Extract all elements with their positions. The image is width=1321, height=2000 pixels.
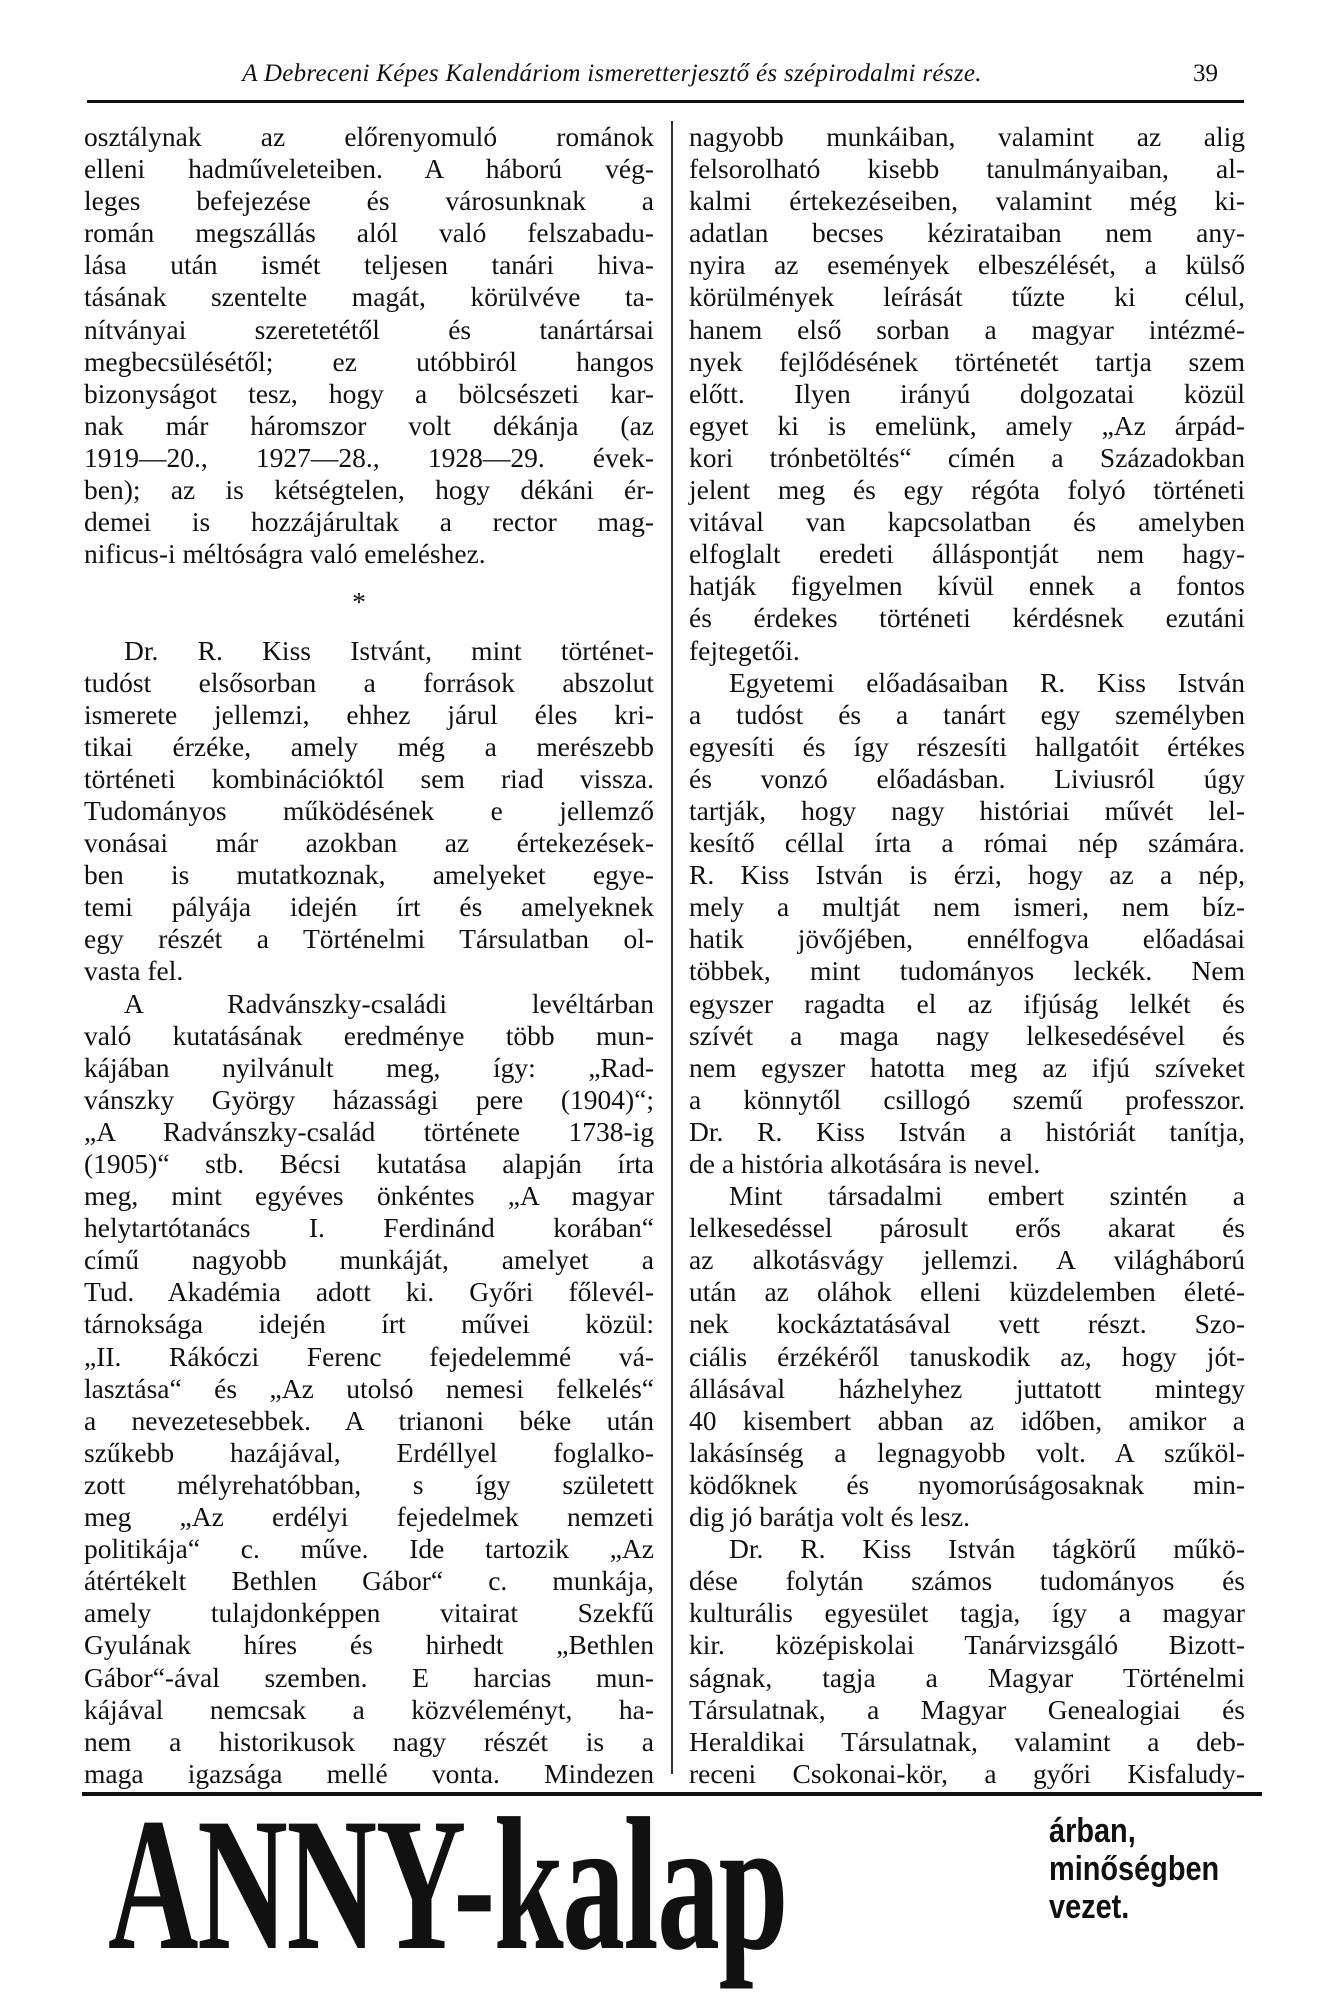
text-line: elfoglalt eredeti álláspontját nem hagy- xyxy=(689,538,1245,570)
text-line: R. Kiss István is érzi, hogy az a nép, xyxy=(689,859,1245,891)
text-line: kir. középiskolai Tanárvizsgáló Bizott- xyxy=(689,1629,1245,1661)
text-line: nem a historikusok nagy részét is a xyxy=(84,1725,654,1757)
text-line: nak már háromszor volt dékánja (az xyxy=(84,409,654,441)
text-line: román megszállás alól való felszabadu- xyxy=(84,217,654,249)
text-line: megbecsülésétől; ez utóbbiról hangos xyxy=(84,345,654,377)
text-line: és vonzó előadásban. Liviusról úgy xyxy=(689,762,1245,794)
text-line: nítványai szeretetétől és tanártársai xyxy=(84,313,654,345)
text-line: egyet ki is emelünk, amely „Az árpád- xyxy=(689,409,1245,441)
page-number: 39 xyxy=(1193,60,1218,87)
text-line: „A Radvánszky-család története 1738-ig xyxy=(84,1115,654,1147)
text-line: lakásínség a legnagyobb volt. A szűköl- xyxy=(689,1436,1245,1468)
text-line: egyszer ragadta el az ifjúság lelkét és xyxy=(689,987,1245,1019)
text-line: tudóst elsősorban a források abszolut xyxy=(84,666,654,698)
text-line: nyek fejlődésének történetét tartja szem xyxy=(689,345,1245,377)
text-line: nek kockáztatásával vett részt. Szo- xyxy=(689,1308,1245,1340)
text-line: adatlan becses kézirataiban nem any- xyxy=(689,217,1245,249)
text-line: a tudóst és a tanárt egy személyben xyxy=(689,698,1245,730)
text-line: A Radvánszky-családi levéltárban xyxy=(124,987,654,1019)
text-line: ságnak, tagja a Magyar Történelmi xyxy=(689,1661,1245,1693)
text-line: kesítő céllal írta a római nép számára. xyxy=(689,827,1245,859)
text-line: a nevezetesebbek. A trianoni béke után xyxy=(84,1404,654,1436)
text-line: ben); az is kétségtelen, hogy dékáni ér- xyxy=(84,474,654,506)
text-line: többek, mint tudományos leckék. Nem xyxy=(689,955,1245,987)
text-line: Heraldikai Társulatnak, valamint a deb- xyxy=(689,1725,1245,1757)
text-line: vánszky György házassági pere (1904)“; xyxy=(84,1083,654,1115)
text-line: vonásai már azokban az értekezések- xyxy=(84,827,654,859)
text-line: dig jó barátja volt és lesz. xyxy=(689,1501,971,1533)
text-line: állásával házhelyhez juttatott mintegy xyxy=(689,1372,1245,1404)
text-line: osztálynak az előrenyomuló románok xyxy=(84,121,654,152)
text-line: Dr. R. Kiss István a históriát tanítja, xyxy=(689,1115,1245,1147)
text-line: tásának szentelte magát, körülvéve ta- xyxy=(84,281,654,313)
text-line: jelent meg és egy régóta folyó történeti xyxy=(689,474,1245,506)
text-line: Mint társadalmi embert szintén a xyxy=(729,1180,1245,1212)
text-line: meg „Az erdélyi fejedelmek nemzeti xyxy=(84,1501,654,1533)
text-line: Gábor“-ával szemben. E harcias mun- xyxy=(84,1661,654,1693)
text-line: nagyobb munkáiban, valamint az alig xyxy=(689,121,1245,152)
text-line: Gyulának híres és hirhedt „Bethlen xyxy=(84,1629,654,1661)
text-line: fejtegetői. xyxy=(689,634,800,666)
text-line: hanem első sorban a magyar intézmé- xyxy=(689,313,1245,345)
text-line: a könnytől csillogó szemű professzor. xyxy=(689,1083,1245,1115)
text-line: mely a multját nem ismeri, nem bíz- xyxy=(689,891,1245,923)
right-column xyxy=(689,121,1245,1790)
text-line: való kutatásának eredménye több mun- xyxy=(84,1019,654,1051)
text-line: ismerete jellemzi, ehhez járul éles kri- xyxy=(84,698,654,730)
text-line: lelkesedéssel párosult erős akarat és xyxy=(689,1212,1245,1244)
text-line: amely tulajdonképpen vitairat Szekfű xyxy=(84,1597,654,1629)
text-line: vitával van kapcsolatban és amelyben xyxy=(689,506,1245,538)
text-line: bizonyságot tesz, hogy a bölcsészeti kar- xyxy=(84,377,654,409)
text-line: meg, mint egyéves önkéntes „A magyar xyxy=(84,1180,654,1212)
text-line: lása után ismét teljesen tanári hiva- xyxy=(84,249,654,281)
text-line: ben is mutatkoznak, amelyeket egye- xyxy=(84,859,654,891)
text-line: átértékelt Bethlen Gábor“ c. munkája, xyxy=(84,1565,654,1597)
text-line: temi pályája idején írt és amelyeknek xyxy=(84,891,654,923)
slogan-line: minőségben xyxy=(1049,1850,1220,1888)
header-rule xyxy=(87,100,1244,103)
text-line: Társulatnak, a Magyar Genealogiai és xyxy=(689,1693,1245,1725)
text-line: egy részét a Történelmi Társulatban ol- xyxy=(84,923,654,955)
advertisement-brand: ANNY-kalap xyxy=(108,1780,788,1990)
text-line: az alkotásvágy jellemzi. A világháború xyxy=(689,1244,1245,1276)
text-line: ködőknek és nyomorúságosaknak min- xyxy=(689,1468,1245,1500)
text-line: 1919—20., 1927—28., 1928—29. évek- xyxy=(84,441,654,473)
column-divider xyxy=(671,121,673,1774)
text-line: szűkebb hazájával, Erdéllyel foglalko- xyxy=(84,1436,654,1468)
text-line: nyira az események elbeszélését, a külső xyxy=(689,249,1245,281)
text-line: ciális érzékéről tanuskodik az, hogy jót- xyxy=(689,1340,1245,1372)
running-header xyxy=(100,60,1244,94)
text-line: tárnoksága idején írt művei közül: xyxy=(84,1308,654,1340)
text-line: receni Csokonai-kör, a győri Kisfaludy- xyxy=(689,1757,1245,1789)
text-line: maga igazsága mellé vonta. Mindezen xyxy=(84,1757,654,1789)
text-line: zott mélyrehatóbban, s így született xyxy=(84,1468,654,1500)
text-line: helytartótanács I. Ferdinánd korában“ xyxy=(84,1212,654,1244)
text-line: kulturális egyesület tagja, így a magyar xyxy=(689,1597,1245,1629)
text-line: Egyetemi előadásaiban R. Kiss István xyxy=(729,666,1245,698)
section-separator-asterisk: * xyxy=(352,586,366,618)
text-line: kájában nyilvánult meg, így: „Rad- xyxy=(84,1051,654,1083)
advertisement-slogan xyxy=(1049,1812,1219,1926)
text-line: hatják figyelmen kívül ennek a fontos xyxy=(689,570,1245,602)
text-line: kalmi értekezéseiben, valamint még ki- xyxy=(689,185,1245,217)
text-line: demei is hozzájárultak a rector mag- xyxy=(84,506,654,538)
text-line: leges befejezése és városunknak a xyxy=(84,185,654,217)
text-line: de a história alkotására is nevel. xyxy=(689,1148,1041,1179)
text-line: tartják, hogy nagy históriai művét lel- xyxy=(689,794,1245,826)
text-line: Dr. R. Kiss István tágkörű műkö- xyxy=(729,1533,1245,1565)
text-line: nificus-i méltóságra való emeléshez. xyxy=(84,538,486,570)
text-line: egyesíti és így részesíti hallgatóit értékes xyxy=(689,730,1245,762)
running-title: A Debreceni Képes Kalendáriom ismeretterjesztő és szépirodalmi része. xyxy=(242,60,982,87)
text-line: körülmények leírását tűzte ki célul, xyxy=(689,281,1245,313)
left-column xyxy=(84,121,654,1790)
slogan-line: vezet. xyxy=(1049,1888,1130,1926)
text-line: Dr. R. Kiss Istvánt, mint történet- xyxy=(124,634,654,666)
text-line: vasta fel. xyxy=(84,955,184,987)
text-line: után az oláhok elleni küzdelemben életé- xyxy=(689,1276,1245,1308)
text-line: nem egyszer hatotta meg az ifjú szíveket xyxy=(689,1051,1245,1083)
text-line: című nagyobb munkáját, amelyet a xyxy=(84,1244,654,1276)
text-line: hatik jövőjében, ennélfogva előadásai xyxy=(689,923,1245,955)
text-line: Tudományos működésének e jellemző xyxy=(84,794,654,826)
text-line: szívét a maga nagy lelkesedésével és xyxy=(689,1019,1245,1051)
text-line: kájával nemcsak a közvéleményt, ha- xyxy=(84,1693,654,1725)
text-line: felsorolható kisebb tanulmányaiban, al- xyxy=(689,153,1245,185)
text-line: kori trónbetöltés“ címén a Századokban xyxy=(689,441,1245,473)
text-line: lasztása“ és „Az utolsó nemesi felkelés“ xyxy=(84,1372,654,1404)
text-line: tikai érzéke, amely még a merészebb xyxy=(84,730,654,762)
text-line: 40 kisembert abban az időben, amikor a xyxy=(689,1404,1245,1436)
text-line: elleni hadműveleteiben. A háború vég- xyxy=(84,153,654,185)
text-line: politikája“ c. műve. Ide tartozik „Az xyxy=(84,1533,654,1565)
text-line: Tud. Akadémia adott ki. Győri főlevél- xyxy=(84,1276,654,1308)
text-line: és érdekes történeti kérdésnek ezutáni xyxy=(689,602,1245,634)
text-line: dése folytán számos tudományos és xyxy=(689,1565,1245,1597)
text-line: történeti kombinációktól sem riad vissza. xyxy=(84,762,654,794)
text-line: (1905)“ stb. Bécsi kutatása alapján írta xyxy=(84,1148,654,1179)
slogan-line: árban, xyxy=(1049,1812,1136,1850)
text-line: „II. Rákóczi Ferenc fejedelemmé vá- xyxy=(84,1340,654,1372)
text-line: előtt. Ilyen irányú dolgozatai közül xyxy=(689,377,1245,409)
